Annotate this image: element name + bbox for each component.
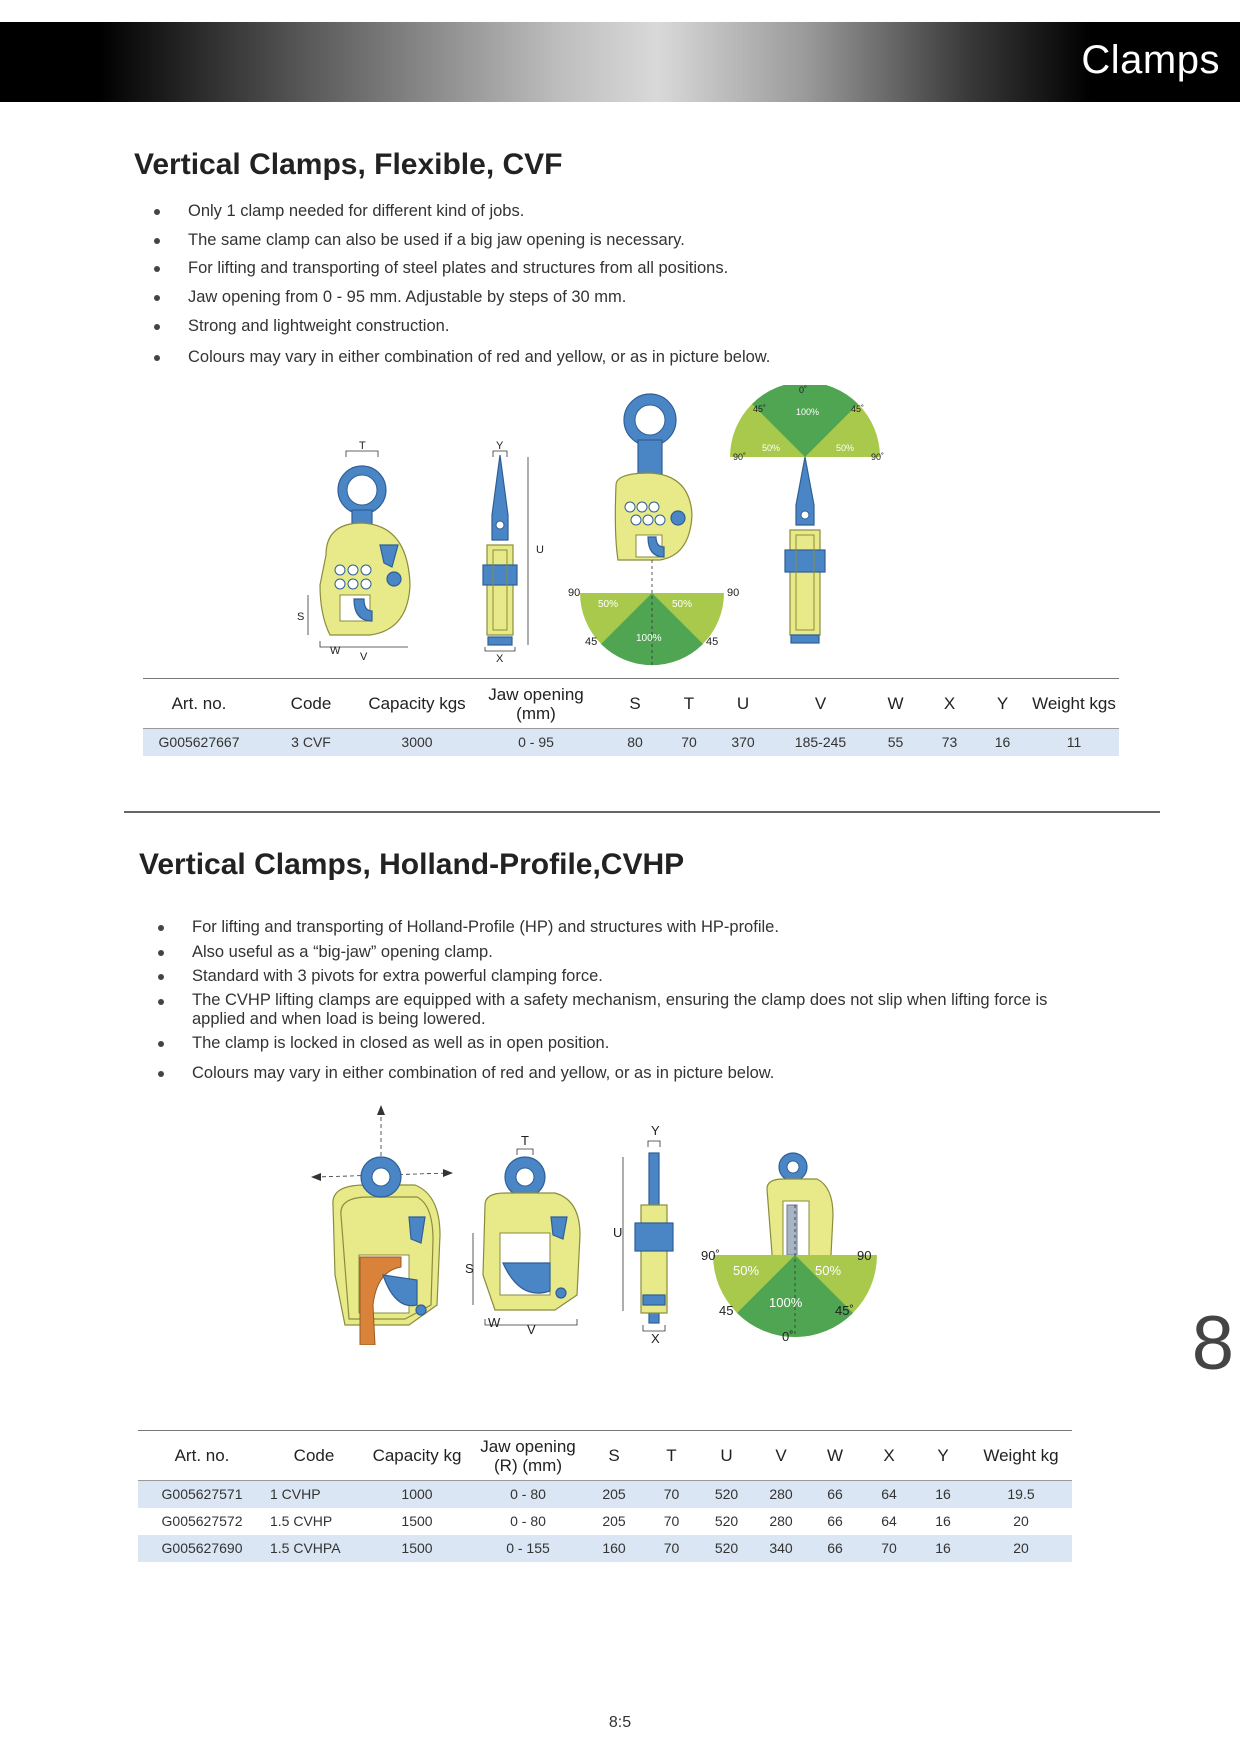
table-header-cell: S: [608, 1446, 620, 1465]
list-item: Standard with 3 pivots for extra powerful clamping force.: [156, 966, 1076, 986]
cvhp-clamp-angle-view: [701, 1153, 877, 1344]
list-item: Colours may vary in either combination of red and yellow, or as in picture below.: [152, 347, 770, 367]
table-header-cell: V: [775, 1446, 787, 1465]
table-row: [143, 729, 1119, 756]
table-header-cell: T: [666, 1446, 677, 1465]
dim-label: X: [651, 1331, 660, 1345]
table-header-cell: W: [826, 1446, 844, 1465]
table-cell: 3 CVF: [255, 729, 367, 756]
table-cell: 66: [808, 1535, 862, 1562]
table-cell: 185-245: [773, 729, 868, 756]
table-cell: 70: [862, 1535, 916, 1562]
cvhp-spec-table: [138, 1430, 1072, 1562]
table-cell: 370: [713, 729, 773, 756]
list-item: Strong and lightweight construction.: [152, 316, 770, 336]
table-cell: 70: [644, 1481, 699, 1508]
table-header-cell: Jaw opening (R) (mm): [480, 1436, 576, 1475]
list-item: Jaw opening from 0 - 95 mm. Adjustable by steps of 30 mm.: [152, 287, 770, 307]
table-cell: 1500: [362, 1535, 472, 1562]
dim-label: W: [488, 1315, 501, 1330]
cvhp-title: Vertical Clamps, Holland-Profile,CVHP: [139, 848, 685, 881]
angle-label: 90˚: [701, 1248, 720, 1263]
page-number: 8:5: [608, 1714, 632, 1731]
table-cell: 73: [923, 729, 976, 756]
table-cell: 70: [663, 1513, 680, 1529]
table-cell: 80: [605, 729, 665, 756]
table-cell: 11: [1029, 729, 1119, 756]
angle-label: 90: [857, 1248, 872, 1263]
table-cell: 64: [881, 1513, 897, 1529]
percent-label: 50%: [836, 443, 855, 453]
dim-label: V: [527, 1322, 536, 1337]
angle-label: 45˚: [835, 1303, 854, 1318]
cvf-title: Vertical Clamps, Flexible, CVF: [134, 148, 563, 181]
table-cell: 0 - 155: [472, 1535, 584, 1562]
table-cell: 70: [644, 1535, 699, 1562]
percent-label: 50%: [733, 1263, 760, 1278]
list-item: For lifting and transporting of Holland-Profile (HP) and structures with HP-profile.: [156, 917, 1076, 937]
angle-label: 45: [706, 636, 719, 648]
dim-label: V: [360, 651, 368, 663]
table-cell: 20: [1013, 1513, 1029, 1529]
table-cell: 0 - 80: [510, 1513, 546, 1529]
angle-label: 45: [585, 636, 598, 648]
table-cell: G005627690: [138, 1535, 266, 1562]
percent-label: 100%: [769, 1295, 803, 1310]
cvf-clamp-angle-view: [568, 394, 739, 665]
list-item: Colours may vary in either combination of red and yellow, or as in picture below.: [156, 1063, 1076, 1083]
table-cell: 340: [754, 1535, 808, 1562]
table-header-cell: Code: [293, 1446, 335, 1465]
table-cell: G005627667: [143, 729, 255, 756]
table-header-cell: Y: [996, 694, 1009, 713]
header-band: [0, 22, 1240, 102]
table-cell: 205: [602, 1513, 626, 1529]
table-cell: 1000: [362, 1481, 472, 1508]
table-header-cell: T: [683, 694, 695, 713]
table-cell: 20: [970, 1535, 1072, 1562]
table-cell: 1500: [401, 1513, 433, 1529]
dim-label: U: [613, 1225, 623, 1240]
table-cell: 19.5: [970, 1481, 1072, 1508]
cvf-clamp-side-angle-view: [730, 385, 884, 643]
table-cell: 70: [665, 729, 713, 756]
cvhp-bullet-list: [156, 917, 1076, 1083]
table-header-cell: Jaw opening (mm): [488, 684, 584, 723]
cvhp-clamp-side-view: [635, 1153, 673, 1323]
table-cell: 520: [714, 1513, 739, 1529]
cvf-clamp-front-view: [320, 466, 410, 635]
table-cell: 160: [584, 1535, 644, 1562]
dim-label: Y: [496, 440, 504, 452]
percent-label: 50%: [672, 599, 693, 610]
table-row: [138, 1481, 1072, 1508]
table-cell: G005627571: [138, 1481, 266, 1508]
table-header-cell: Weight kgs: [1032, 694, 1116, 713]
cvhp-clamp-perspective-view: [311, 1105, 453, 1345]
table-header-cell: Capacity kgs: [368, 694, 466, 713]
list-item: The same clamp can also be used if a big jaw opening is necessary.: [152, 230, 770, 250]
angle-label: 45: [719, 1303, 734, 1318]
table-cell: 3000: [367, 729, 467, 756]
table-header-cell: Weight kg: [983, 1446, 1059, 1465]
table-row: [138, 1508, 1072, 1535]
percent-label: 100%: [796, 407, 820, 417]
angle-label: 0˚: [799, 385, 808, 395]
angle-label: 90: [727, 587, 740, 599]
table-cell: 0 - 95: [467, 729, 605, 756]
section-divider: [124, 811, 1160, 813]
dim-label: U: [536, 544, 544, 556]
list-item: For lifting and transporting of steel plates and structures from all positions.: [152, 258, 770, 278]
table-header-cell: Y: [937, 1446, 949, 1465]
table-header-cell: X: [943, 694, 956, 713]
cvhp-clamp-front-view: [483, 1157, 580, 1310]
dim-label: T: [359, 440, 366, 452]
angle-label: 45˚: [753, 404, 767, 414]
table-header-row: [138, 1431, 1072, 1481]
header-title: Clamps: [1081, 38, 1220, 82]
dim-label: Y: [651, 1123, 660, 1138]
cvhp-clamp-illustration: [305, 1105, 905, 1345]
table-cell: 66: [827, 1513, 843, 1529]
table-cell: 55: [868, 729, 923, 756]
table-cell: 64: [862, 1481, 916, 1508]
angle-label: 90˚: [733, 452, 747, 462]
dim-label: S: [297, 611, 305, 623]
table-cell: 1 CVHP: [266, 1481, 362, 1508]
table-cell: 16: [916, 1481, 970, 1508]
list-item: Only 1 clamp needed for different kind of jobs.: [152, 201, 770, 221]
percent-label: 100%: [636, 633, 662, 644]
list-item: The clamp is locked in closed as well as in open position.: [156, 1033, 1076, 1053]
table-header-row: [143, 679, 1119, 729]
table-cell: 280: [754, 1481, 808, 1508]
table-cell: 16: [935, 1513, 951, 1529]
table-header-cell: Code: [290, 694, 332, 713]
table-header-cell: V: [814, 694, 827, 713]
table-header-cell: X: [883, 1446, 895, 1465]
angle-label: 90: [568, 587, 581, 599]
table-cell: 1.5 CVHPA: [266, 1535, 362, 1562]
table-header-cell: W: [887, 694, 904, 713]
table-cell: 16: [976, 729, 1029, 756]
table-cell: 16: [916, 1535, 970, 1562]
list-item: The CVHP lifting clamps are equipped with a safety mechanism, ensuring the clamp does not slip when lifting force is applied and when load is being lowered.: [156, 991, 1076, 1029]
cvf-spec-table: [143, 678, 1119, 756]
table-cell: 66: [808, 1481, 862, 1508]
table-cell: 280: [769, 1513, 793, 1529]
dim-label: T: [521, 1133, 529, 1148]
table-header-cell: S: [629, 694, 641, 713]
table-cell: G005627572: [161, 1513, 243, 1529]
table-cell: 1.5 CVHP: [270, 1513, 333, 1529]
dim-label: S: [465, 1261, 474, 1276]
table-cell: 520: [699, 1535, 754, 1562]
table-header-cell: Capacity kg: [372, 1446, 462, 1465]
chapter-number: 8: [1191, 1301, 1234, 1386]
cvf-clamp-illustration: [280, 385, 900, 670]
cvf-clamp-side-view: [483, 455, 517, 645]
dim-label: X: [496, 653, 504, 665]
list-item: Also useful as a “big-jaw” opening clamp.: [156, 942, 1076, 962]
angle-label: 0˚: [782, 1329, 794, 1344]
angle-label: 90˚: [871, 452, 885, 462]
table-cell: 205: [584, 1481, 644, 1508]
table-header-cell: U: [720, 1446, 733, 1465]
table-cell: 520: [699, 1481, 754, 1508]
table-row: [138, 1535, 1072, 1562]
percent-label: 50%: [762, 443, 781, 453]
cvf-bullet-list: [152, 201, 770, 367]
table-cell: 0 - 80: [472, 1481, 584, 1508]
table-header-cell: U: [736, 694, 750, 713]
dim-label: W: [330, 645, 341, 657]
table-header-cell: Art. no.: [174, 1446, 230, 1465]
percent-label: 50%: [598, 599, 619, 610]
table-header-cell: Art. no.: [171, 694, 227, 713]
percent-label: 50%: [815, 1263, 842, 1278]
angle-label: 45˚: [851, 404, 865, 414]
